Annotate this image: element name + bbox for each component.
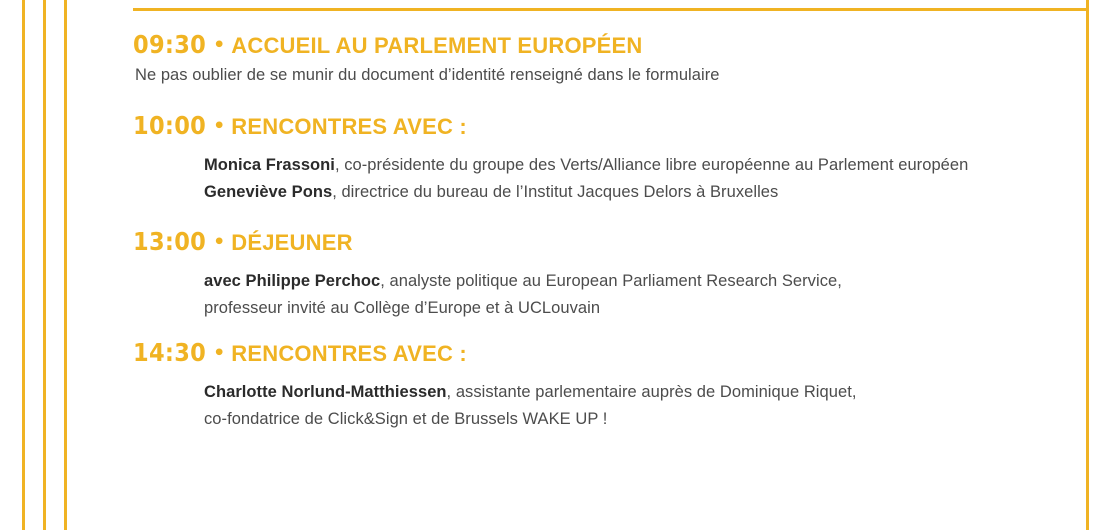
decorative-vertical-rule-1 xyxy=(22,0,25,530)
spacer xyxy=(133,205,1090,227)
person-entry xyxy=(204,268,1090,295)
person-entry xyxy=(204,295,1090,322)
decorative-vertical-rule-3 xyxy=(64,0,67,530)
schedule-people xyxy=(204,152,1090,205)
person-role: , directrice du bureau de l’Institut Jacques Delors à Bruxelles xyxy=(332,182,779,201)
person-role: co-fondatrice de Click&Sign et de Brussels WAKE UP ! xyxy=(204,409,608,428)
decorative-vertical-rule-2 xyxy=(43,0,46,530)
schedule-time: 14:30 xyxy=(133,337,207,367)
spacer xyxy=(133,322,1090,338)
schedule-title: DÉJEUNER xyxy=(231,230,353,256)
person-entry xyxy=(204,152,1090,179)
bullet-separator-icon: • xyxy=(213,34,226,56)
spacer xyxy=(133,85,1090,111)
bullet-separator-icon: • xyxy=(213,341,226,364)
person-name: Geneviève Pons xyxy=(204,182,333,201)
schedule-entry xyxy=(133,111,1090,205)
schedule-entry-header xyxy=(133,111,1090,140)
schedule-entry-header xyxy=(133,30,1090,59)
schedule-people xyxy=(204,268,1090,321)
decorative-horizontal-rule xyxy=(133,8,1086,11)
schedule-people xyxy=(204,379,1090,432)
person-entry xyxy=(204,406,1090,433)
schedule-entry-header xyxy=(133,227,1090,256)
bullet-separator-icon: • xyxy=(213,115,226,137)
schedule-entry-header xyxy=(133,338,1090,367)
person-role: , assistante parlementaire auprès de Dominique Riquet, xyxy=(446,382,857,401)
schedule-title: RENCONTRES AVEC : xyxy=(231,114,467,139)
person-role: professeur invité au Collège d’Europe et à UCLouvain xyxy=(204,299,601,318)
bullet-separator-icon: • xyxy=(213,231,226,254)
person-role: , analyste politique au European Parliament Research Service, xyxy=(380,272,842,291)
schedule-time: 09:30 xyxy=(133,30,207,59)
schedule-entry xyxy=(133,338,1090,432)
person-name: Charlotte Norlund-Matthiessen xyxy=(204,382,447,401)
person-name: Monica Frassoni xyxy=(204,156,335,174)
schedule-time: 10:00 xyxy=(133,111,207,140)
schedule-list xyxy=(133,30,1090,432)
schedule-note: Ne pas oublier de se munir du document d’identité renseigné dans le formulaire xyxy=(135,66,720,84)
person-entry xyxy=(204,379,1090,406)
schedule-title: ACCUEIL AU PARLEMENT EUROPÉEN xyxy=(231,33,643,58)
schedule-entry xyxy=(133,227,1090,321)
person-role: , co-présidente du groupe des Verts/Alliance libre européenne au Parlement européen xyxy=(334,156,969,174)
person-name: avec Philippe Perchoc xyxy=(204,272,381,291)
person-entry xyxy=(204,179,1090,206)
schedule-title: RENCONTRES AVEC : xyxy=(231,340,467,366)
schedule-entry xyxy=(133,30,1090,85)
schedule-time: 13:00 xyxy=(133,227,207,257)
